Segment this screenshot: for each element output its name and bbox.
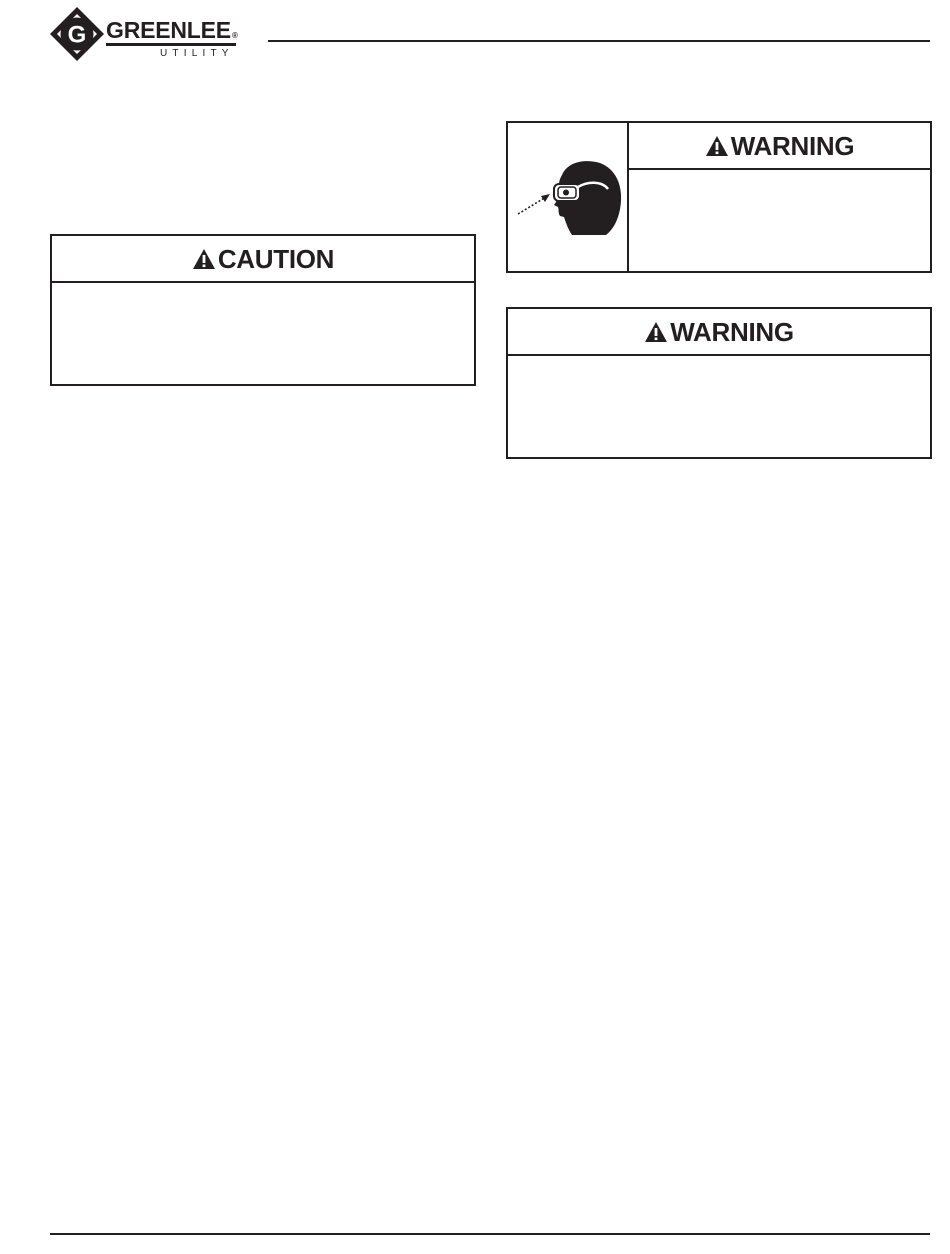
footer-rule [50,1233,930,1235]
brand-name: GREENLEE® [106,17,238,43]
registered-mark: ® [231,31,238,40]
warning-header [508,309,930,356]
warning-signal-word: WARNING [730,130,855,161]
header-rule [268,40,930,42]
alert-triangle-icon [192,248,216,270]
eye-protection-icon [508,123,627,271]
sub-brand: UTILITY [160,48,234,59]
greenlee-diamond-logo-icon [49,6,105,62]
warning-header [629,123,930,170]
pictogram-panel [508,123,629,271]
warning-content [629,123,930,271]
alert-triangle-icon [644,321,668,343]
logo-letter: G [67,21,87,49]
caution-box [50,234,476,386]
caution-header [52,236,474,283]
logo-underline [106,43,236,46]
caution-signal-word: CAUTION [217,243,335,274]
greenlee-utility-logo [49,6,249,62]
warning-box-eye-protection [506,121,932,273]
warning-signal-word: WARNING [670,316,794,347]
warning-box [506,307,932,459]
alert-triangle-icon [705,135,729,157]
